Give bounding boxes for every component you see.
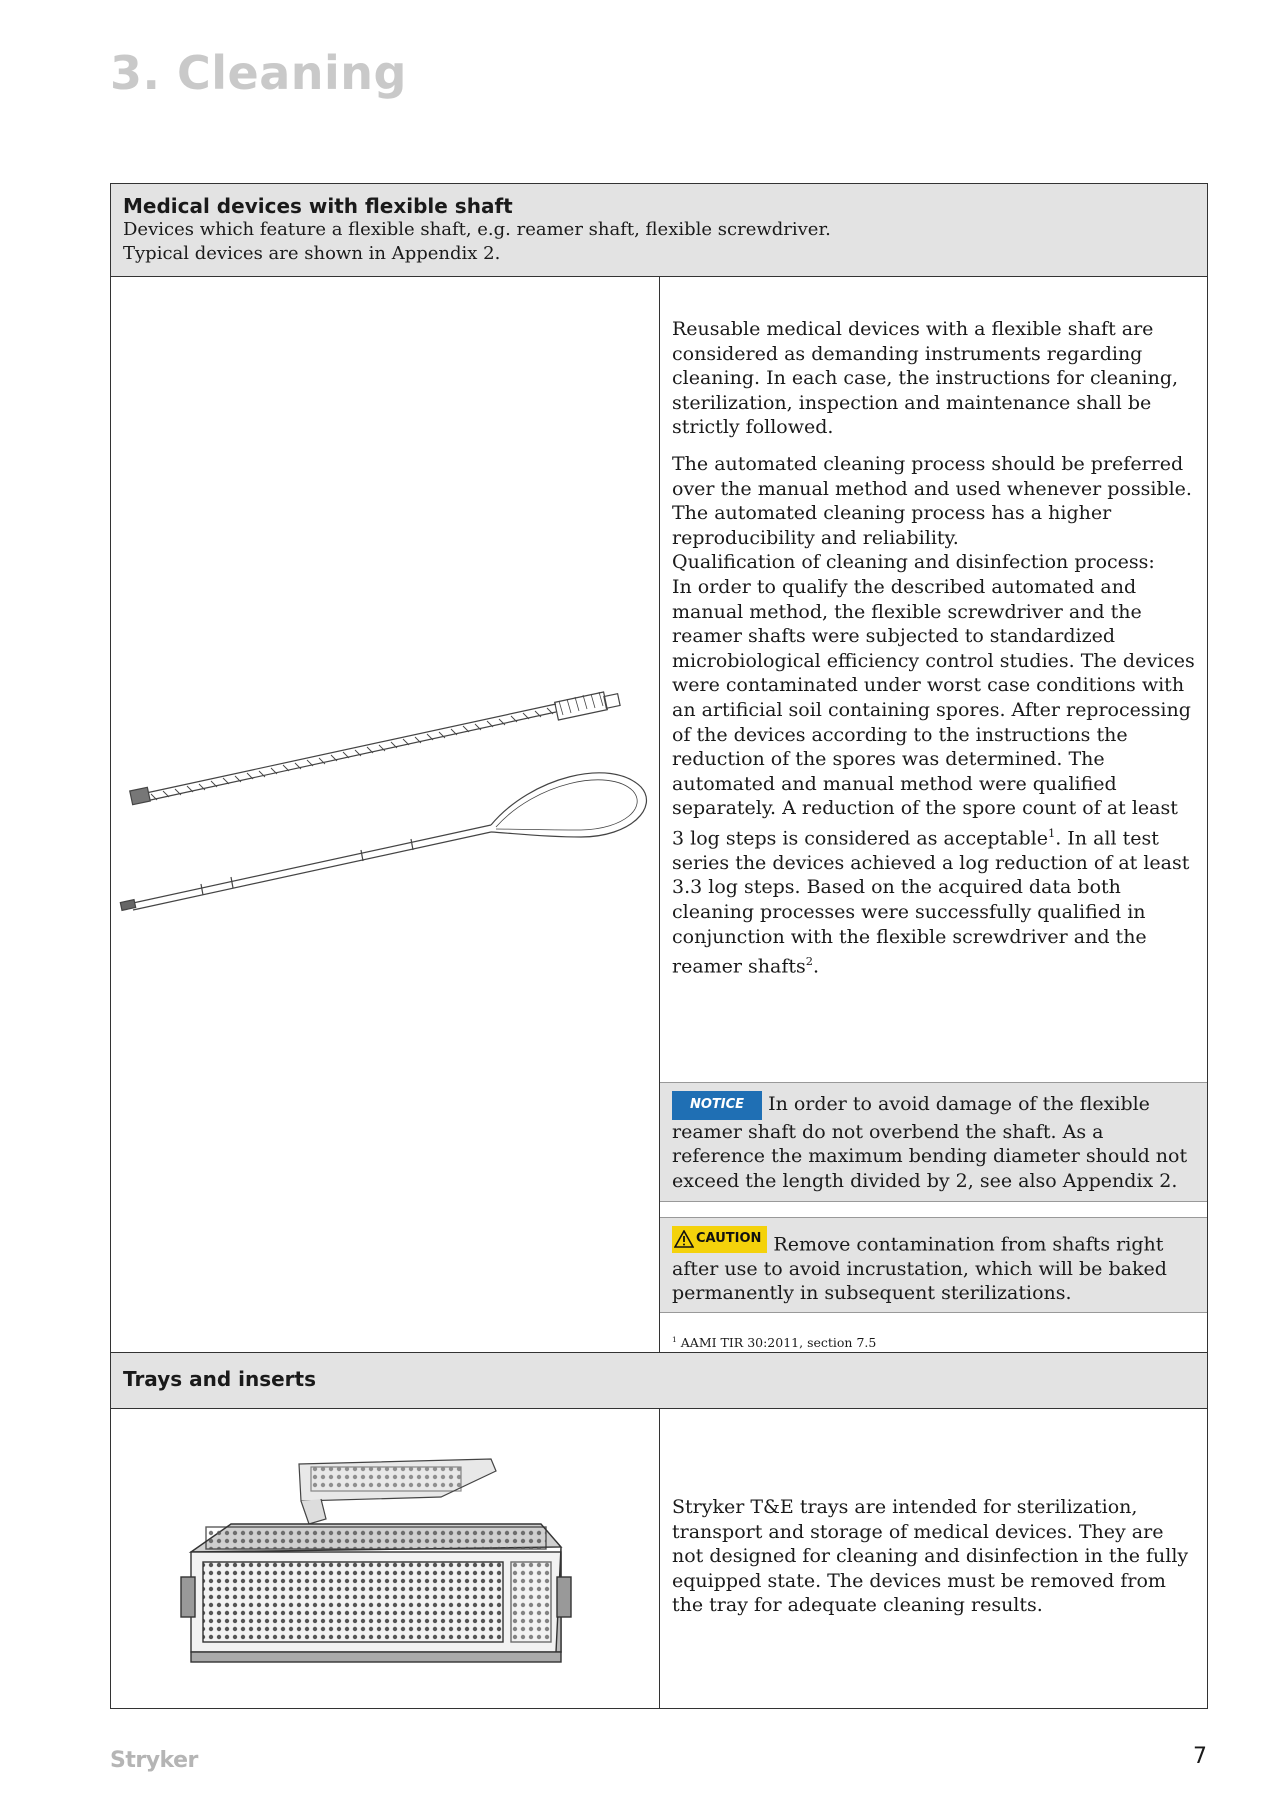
section-title: Medical devices with flexible shaft: [123, 194, 513, 218]
caution-badge: CAUTION: [672, 1226, 767, 1253]
flexible-shaft-table: [110, 183, 1208, 1353]
automated-paragraph: The automated cleaning process should be preferred over the manual method and used whenever possible. The automated cleaning process has a higher reproducibility and reliability.: [672, 452, 1192, 549]
page-number: 7: [1193, 1744, 1207, 1769]
section-description: Devices which feature a flexible shaft, e.g. reamer shaft, flexible screwdriver.: [123, 219, 831, 240]
tray-image-cell: [111, 1409, 660, 1708]
footnote-1: $^1$ AAMI TIR 30:2011, section 7.5: [672, 1335, 877, 1351]
page-title: 3. Cleaning: [110, 46, 407, 100]
flexible-shafts-illustration: [111, 277, 659, 1352]
trays-table: [110, 1352, 1208, 1709]
trays-paragraph: Stryker T&E trays are intended for sterilization, transport and storage of medical devices. They are not designed for cleaning and disinfection in the fully equipped state. The devices must be removed from the tray for adequate cleaning results.: [672, 1496, 1189, 1617]
caution-box: [660, 1217, 1207, 1313]
content-row: [111, 277, 1207, 1352]
warning-triangle-icon: [674, 1230, 694, 1248]
caution-text: Remove contamination from shafts right after use to avoid incrustation, which will be baked permanently in subsequent sterilizations.: [672, 1233, 1167, 1305]
sterilization-tray-illustration: [111, 1409, 659, 1707]
notice-text: In order to avoid damage of the flexible reamer shaft do not overbend the shaft. As a reference the maximum bending diameter should not exceed the length divided by 2, see also Appendix 2.: [672, 1093, 1188, 1192]
qualification-heading: Qualification of cleaning and disinfection process:: [672, 551, 1155, 574]
section-title-trays: Trays and inserts: [123, 1367, 316, 1391]
notice-box: [660, 1082, 1207, 1202]
image-cell: [111, 277, 660, 1352]
section-description-appendix: Typical devices are shown in Appendix 2.: [123, 243, 501, 264]
text-cell: [660, 277, 1207, 1352]
content-row-trays: [111, 1409, 1207, 1708]
notice-badge: NOTICE: [672, 1091, 762, 1120]
trays-text-cell: [660, 1409, 1207, 1708]
qualification-paragraph: In order to qualify the described automated and manual method, the flexible screwdriver and the reamer shafts were subjected to standardized microbiological efficiency control studies. The devices were contaminated under worst case conditions with an artificial soil containing spores. After reprocessing of the devices according to the instructions the reduction of the spores was determined. The automated and manual method were qualified separately. A reduction of the spore count of at least 3 log steps is considered as acceptable$^1$. In all test series the devices achieved a log reduction of at least 3.3 log steps. Based on the acquired data both cleaning processes were successfully qualified in conjunction with the flexible screwdriver and the reamer shafts$^2$.: [672, 575, 1195, 978]
section-header: [111, 184, 1207, 277]
intro-paragraph: Reusable medical devices with a flexible shaft are considered as demanding instruments regarding cleaning. In each case, the instructions for cleaning, sterilization, inspection and maintenance shall be strictly followed.: [672, 318, 1179, 439]
section-header-trays: [111, 1353, 1207, 1409]
brand-logo: Stryker: [110, 1748, 198, 1773]
